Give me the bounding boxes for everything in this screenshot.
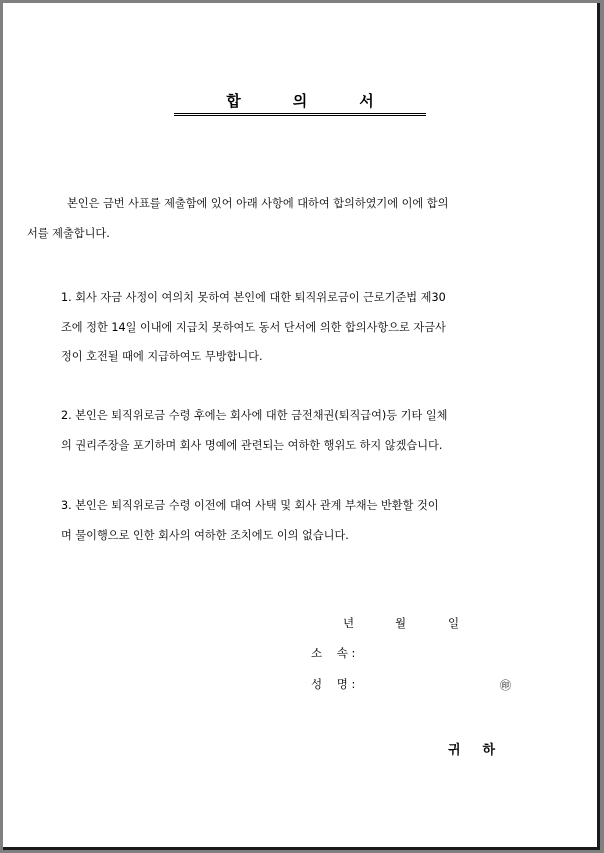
- item-line: 3. 본인은 퇴직위로금 수령 이전에 대여 사택 및 회사 관계 부채는 반환할 것이: [61, 499, 439, 512]
- item-line: 정이 호전될 때에 지급하여도 무방합니다.: [61, 350, 263, 363]
- affiliation-label: 소 속 :: [311, 646, 356, 660]
- addressee: 귀하: [448, 743, 518, 758]
- agreement-item-2: [61, 401, 563, 460]
- item-line: 1. 회사 자금 사정이 여의치 못하여 본인에 대한 퇴직위로금이 근로기준법 제30: [61, 291, 446, 304]
- intro-paragraph: [27, 189, 563, 248]
- item-line: 의 권리주장을 포기하며 회사 명예에 관련되는 여하한 행위도 하지 않겠습니다.: [61, 438, 443, 452]
- intro-line: 본인은 금번 사표를 제출함에 있어 아래 사항에 대하여 합의하였기에 이에 합의: [67, 197, 449, 210]
- date-year: 년: [343, 616, 355, 630]
- agreement-item-1: [61, 283, 563, 372]
- document-page: [3, 3, 600, 850]
- name-label: 성 명 :: [311, 677, 356, 691]
- document-title: 합의서: [174, 91, 425, 116]
- date-month: 월: [395, 616, 407, 630]
- intro-line: 서를 제출합니다.: [27, 226, 110, 240]
- date-day: 일: [448, 616, 460, 630]
- item-line: 2. 본인은 퇴직위로금 수령 후에는 회사에 대한 금전채권(퇴직급여)등 기타 일체: [61, 409, 448, 422]
- agreement-item-3: [61, 491, 563, 550]
- item-line: 며 물이행으로 인한 회사의 여하한 조치에도 이의 없습니다.: [61, 528, 349, 542]
- item-line: 조에 정한 14일 이내에 지급치 못하여도 동서 단서에 의한 합의사항으로 자금사: [61, 320, 446, 334]
- document-title-wrap: [3, 91, 597, 116]
- seal-mark: ㊞: [500, 679, 511, 692]
